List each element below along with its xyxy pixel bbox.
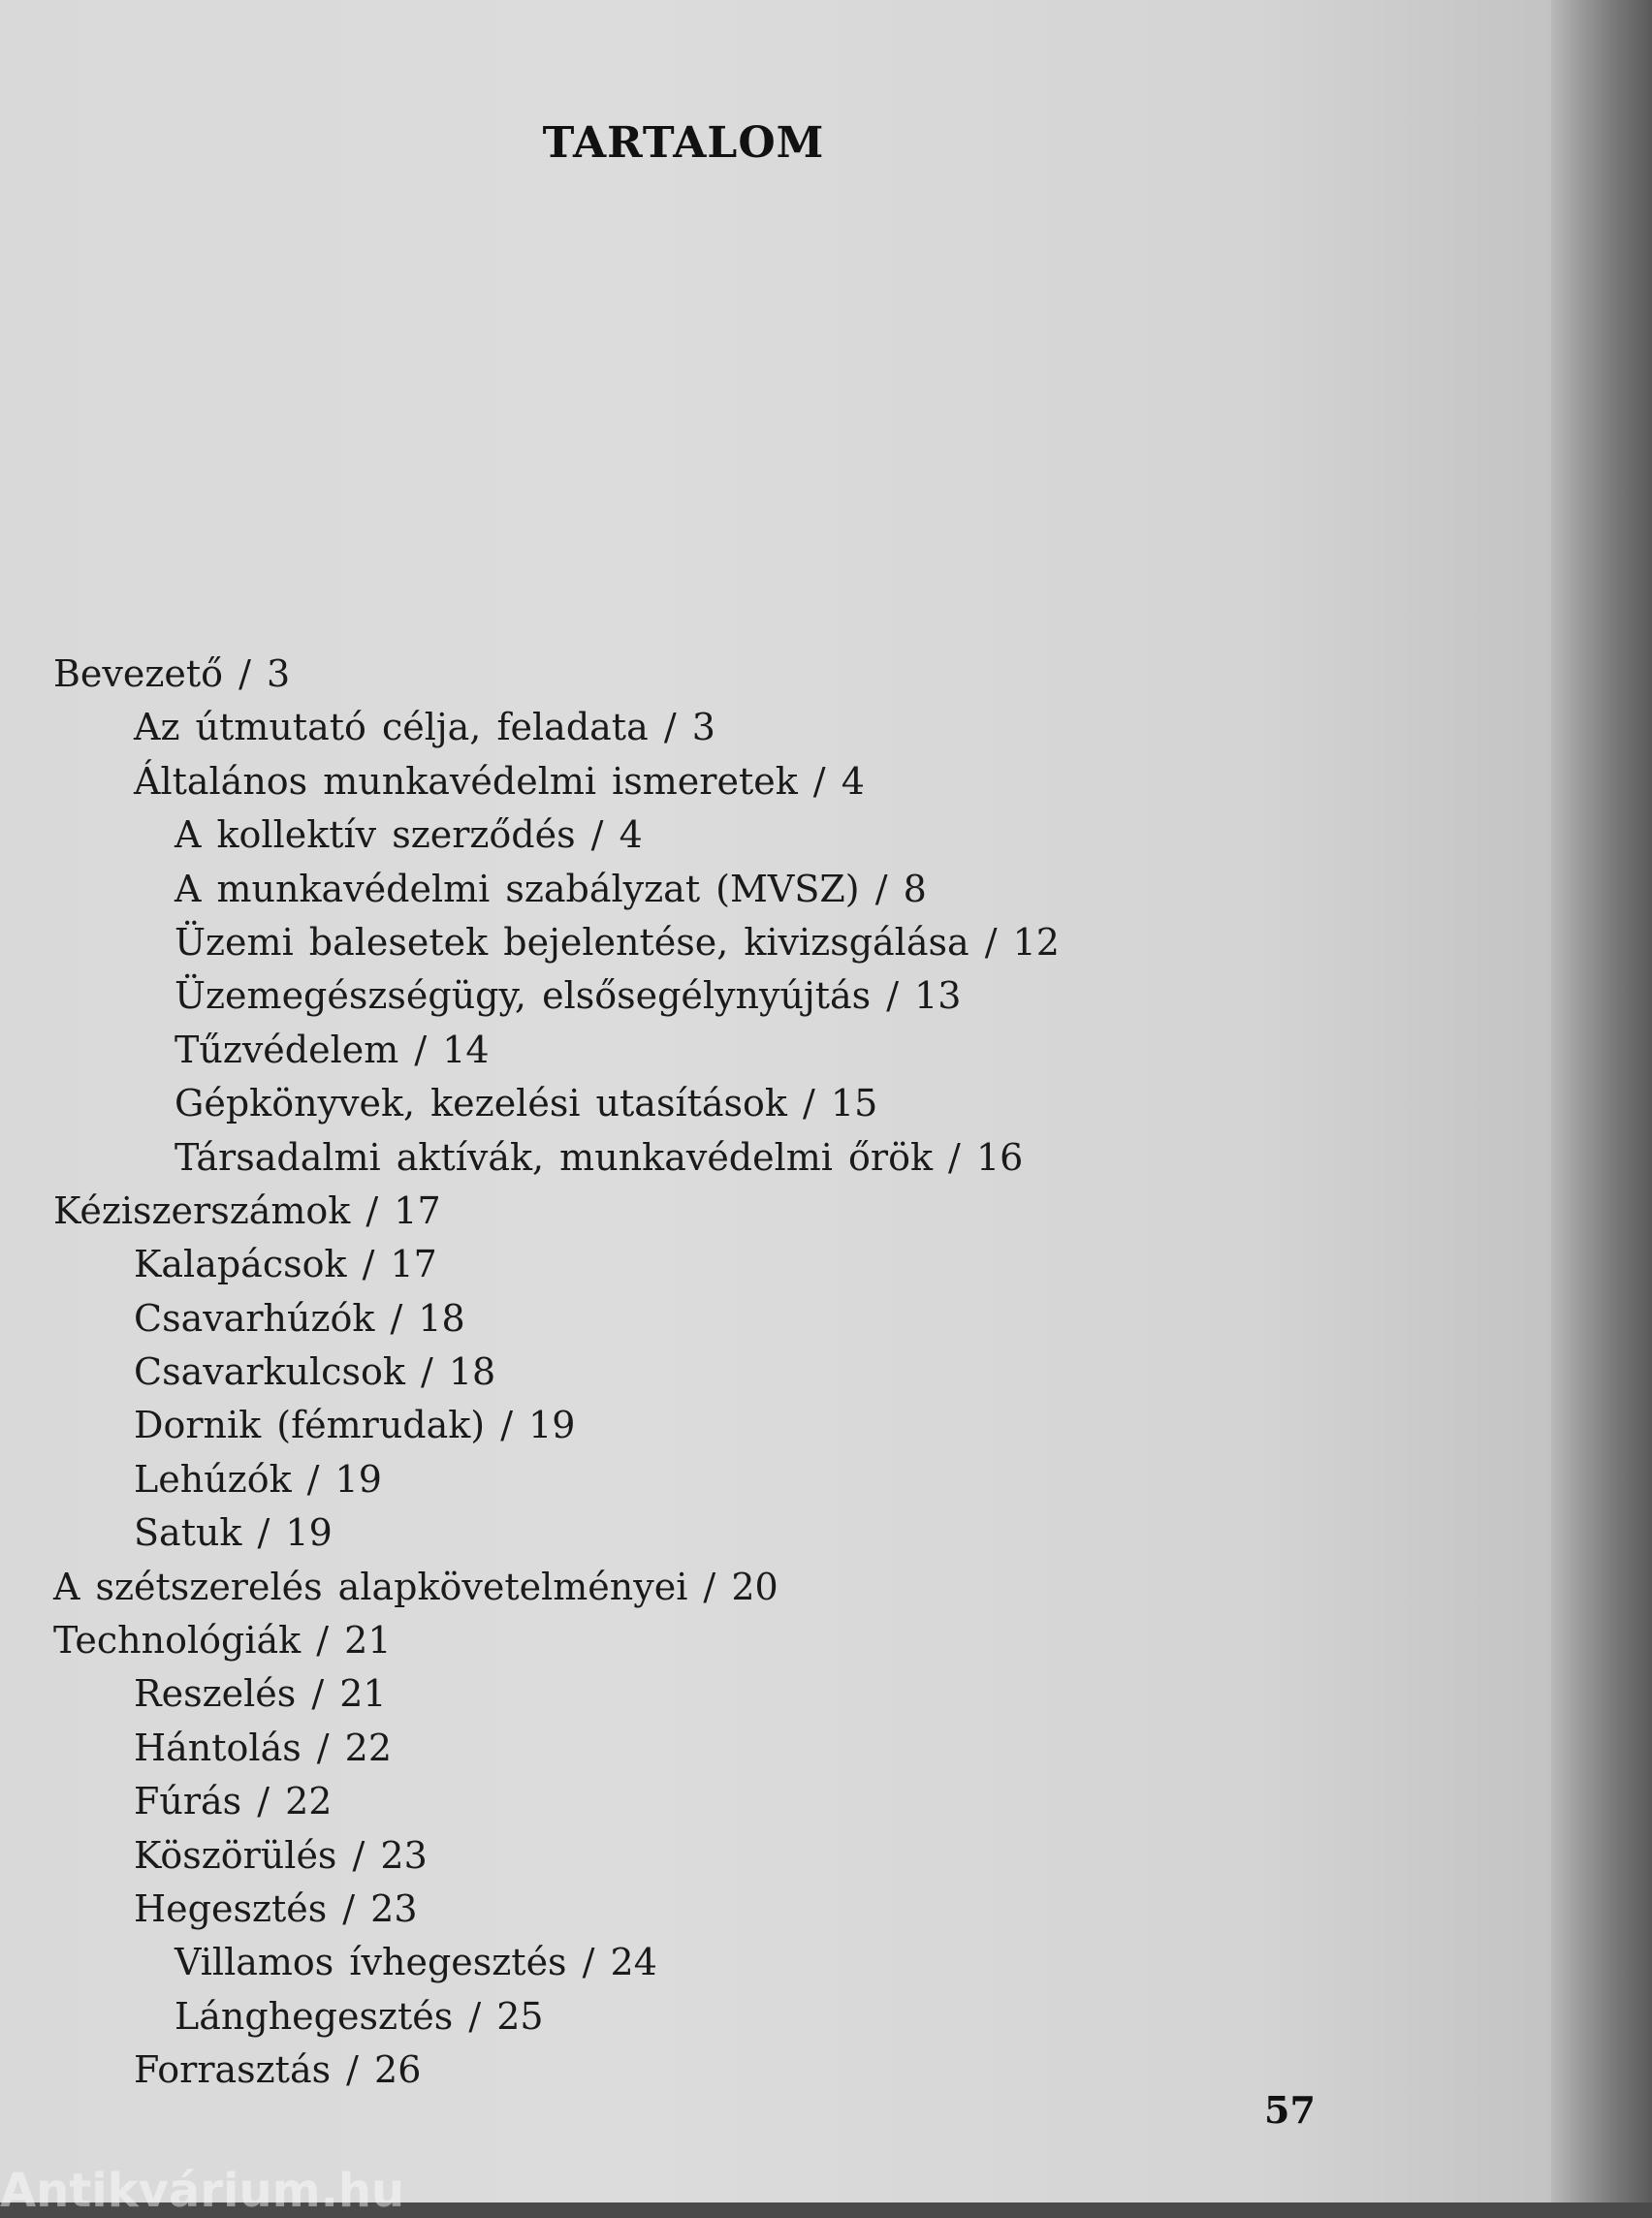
toc-entry: Társadalmi aktívák, munkavédelmi őrök / 16 xyxy=(175,1135,1024,1179)
toc-entry: Csavarkulcsok / 18 xyxy=(134,1350,496,1394)
page-title: TARTALOM xyxy=(542,118,825,168)
toc-entry: A munkavédelmi szabályzat (MVSZ) / 8 xyxy=(175,867,927,910)
toc-entry: A kollektív szerződés / 4 xyxy=(175,813,643,857)
toc-entry: A szétszerelés alapkövetelményei / 20 xyxy=(53,1565,778,1608)
toc-entry: Tűzvédelem / 14 xyxy=(175,1028,490,1071)
toc-entry: Üzemi balesetek bejelentése, kivizsgálása / 12 xyxy=(175,920,1060,964)
toc-entry: Kéziszerszámok / 17 xyxy=(53,1188,441,1232)
toc-entry: Az útmutató célja, feladata / 3 xyxy=(134,706,715,749)
toc-entry: Forrasztás / 26 xyxy=(134,2048,422,2092)
toc-entry: Fúrás / 22 xyxy=(134,1780,333,1823)
toc-entry: Lánghegesztés / 25 xyxy=(175,1994,544,2038)
page-number: 57 xyxy=(1264,2088,1316,2132)
toc-entry: Hegesztés / 23 xyxy=(134,1886,418,1930)
toc-entry: Satuk / 19 xyxy=(134,1511,333,1555)
toc-entry: Bevezető / 3 xyxy=(53,652,291,695)
toc-entry: Általános munkavédelmi ismeretek / 4 xyxy=(134,759,865,803)
toc-entry: Dornik (fémrudak) / 19 xyxy=(134,1404,576,1447)
toc-entry: Csavarhúzók / 18 xyxy=(134,1296,465,1340)
toc-entry: Lehúzók / 19 xyxy=(134,1457,382,1501)
toc-entry: Hántolás / 22 xyxy=(134,1726,393,1769)
table-of-contents xyxy=(0,648,1060,2098)
watermark: Antikvárium.hu xyxy=(0,2164,405,2218)
toc-entry: Technológiák / 21 xyxy=(53,1619,392,1663)
toc-entry: Gépkönyvek, kezelési utasítások / 15 xyxy=(175,1082,878,1125)
toc-entry: Köszörülés / 23 xyxy=(134,1833,428,1877)
toc-entry: Reszelés / 21 xyxy=(134,1672,387,1716)
toc-entry: Villamos ívhegesztés / 24 xyxy=(175,1941,657,1984)
toc-entry: Üzemegészségügy, elsősegélynyújtás / 13 xyxy=(175,974,962,1018)
toc-entry: Kalapácsok / 17 xyxy=(134,1243,437,1286)
page-edge-shadow xyxy=(1551,0,1652,2202)
